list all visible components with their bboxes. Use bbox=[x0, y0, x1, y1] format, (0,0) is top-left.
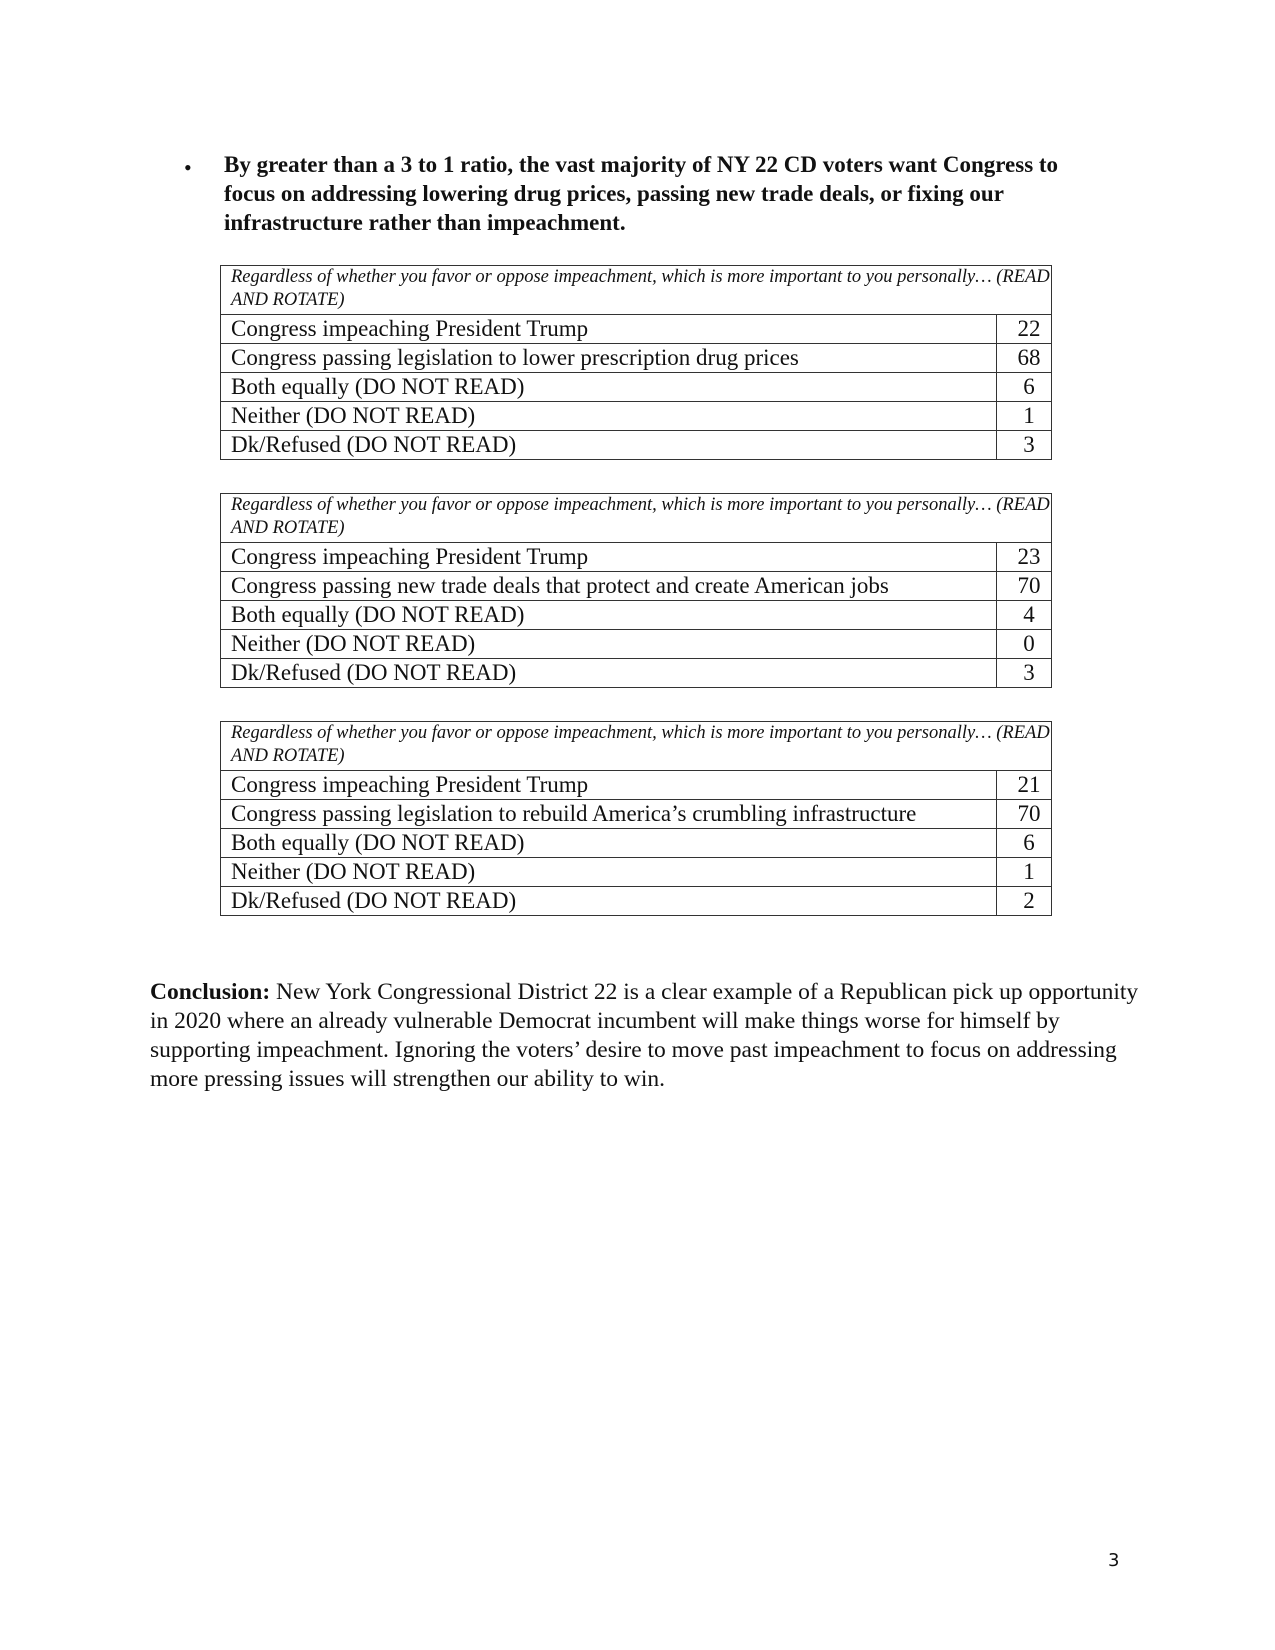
option-value: 2 bbox=[997, 887, 1052, 916]
option-label: Dk/Refused (DO NOT READ) bbox=[221, 431, 997, 460]
table-row bbox=[221, 630, 1052, 659]
option-label: Neither (DO NOT READ) bbox=[221, 858, 997, 887]
table-row bbox=[221, 543, 1052, 572]
bullet-icon: • bbox=[184, 155, 192, 180]
option-label: Congress passing legislation to lower prescription drug prices bbox=[221, 344, 997, 373]
option-value: 68 bbox=[997, 344, 1052, 373]
option-value: 3 bbox=[997, 431, 1052, 460]
conclusion-text: New York Congressional District 22 is a clear example of a Republican pick up opportunity in 2020 where an already vulnerable Democrat incumbent will make things worse for himself by supporting impeachment. Ignoring the voters’ desire to move past impeachment to focus on addressing more pressing issues will strengthen our ability to win. bbox=[150, 979, 1139, 1092]
option-value: 3 bbox=[997, 659, 1052, 688]
table-row bbox=[221, 344, 1052, 373]
conclusion-label: Conclusion: bbox=[150, 979, 271, 1005]
option-label: Congress impeaching President Trump bbox=[221, 543, 997, 572]
option-value: 1 bbox=[997, 858, 1052, 887]
option-label: Congress impeaching President Trump bbox=[221, 315, 997, 344]
table-row bbox=[221, 431, 1052, 460]
option-label: Both equally (DO NOT READ) bbox=[221, 601, 997, 630]
table-row bbox=[221, 373, 1052, 402]
poll-table-infrastructure bbox=[220, 721, 1052, 916]
option-value: 70 bbox=[997, 800, 1052, 829]
key-finding-text: By greater than a 3 to 1 ratio, the vast majority of NY 22 CD voters want Congress to focus on addressing lowering drug prices, passing new trade deals, or fixing our infrastructure rather than impeachment. bbox=[224, 152, 1059, 235]
option-value: 23 bbox=[997, 543, 1052, 572]
table-question-row bbox=[221, 722, 1052, 771]
option-value: 70 bbox=[997, 572, 1052, 601]
table-row bbox=[221, 800, 1052, 829]
table-question: Regardless of whether you favor or oppose impeachment, which is more important to you personally… (READ AND ROTATE) bbox=[221, 722, 1052, 771]
option-value: 21 bbox=[997, 771, 1052, 800]
option-label: Congress impeaching President Trump bbox=[221, 771, 997, 800]
poll-table-drug-prices bbox=[220, 265, 1052, 460]
table-row bbox=[221, 858, 1052, 887]
option-label: Dk/Refused (DO NOT READ) bbox=[221, 659, 997, 688]
table-row bbox=[221, 601, 1052, 630]
option-value: 6 bbox=[997, 373, 1052, 402]
table-question: Regardless of whether you favor or oppose impeachment, which is more important to you personally… (READ AND ROTATE) bbox=[221, 494, 1052, 543]
page-number: 3 bbox=[1108, 1550, 1120, 1571]
option-label: Both equally (DO NOT READ) bbox=[221, 373, 997, 402]
table-row bbox=[221, 315, 1052, 344]
option-label: Dk/Refused (DO NOT READ) bbox=[221, 887, 997, 916]
table-question-row bbox=[221, 494, 1052, 543]
option-value: 4 bbox=[997, 601, 1052, 630]
option-label: Congress passing legislation to rebuild America’s crumbling infrastructure bbox=[221, 800, 997, 829]
table-question-row bbox=[221, 266, 1052, 315]
option-value: 22 bbox=[997, 315, 1052, 344]
conclusion-paragraph bbox=[150, 978, 1140, 1094]
option-label: Neither (DO NOT READ) bbox=[221, 630, 997, 659]
table-row bbox=[221, 771, 1052, 800]
table-row bbox=[221, 402, 1052, 431]
table-row bbox=[221, 887, 1052, 916]
table-row bbox=[221, 572, 1052, 601]
option-value: 6 bbox=[997, 829, 1052, 858]
table-question: Regardless of whether you favor or oppose impeachment, which is more important to you personally… (READ AND ROTATE) bbox=[221, 266, 1052, 315]
table-row bbox=[221, 829, 1052, 858]
table-row bbox=[221, 659, 1052, 688]
option-label: Neither (DO NOT READ) bbox=[221, 402, 997, 431]
option-value: 1 bbox=[997, 402, 1052, 431]
option-label: Congress passing new trade deals that protect and create American jobs bbox=[221, 572, 997, 601]
option-label: Both equally (DO NOT READ) bbox=[221, 829, 997, 858]
option-value: 0 bbox=[997, 630, 1052, 659]
poll-table-trade-deals bbox=[220, 493, 1052, 688]
